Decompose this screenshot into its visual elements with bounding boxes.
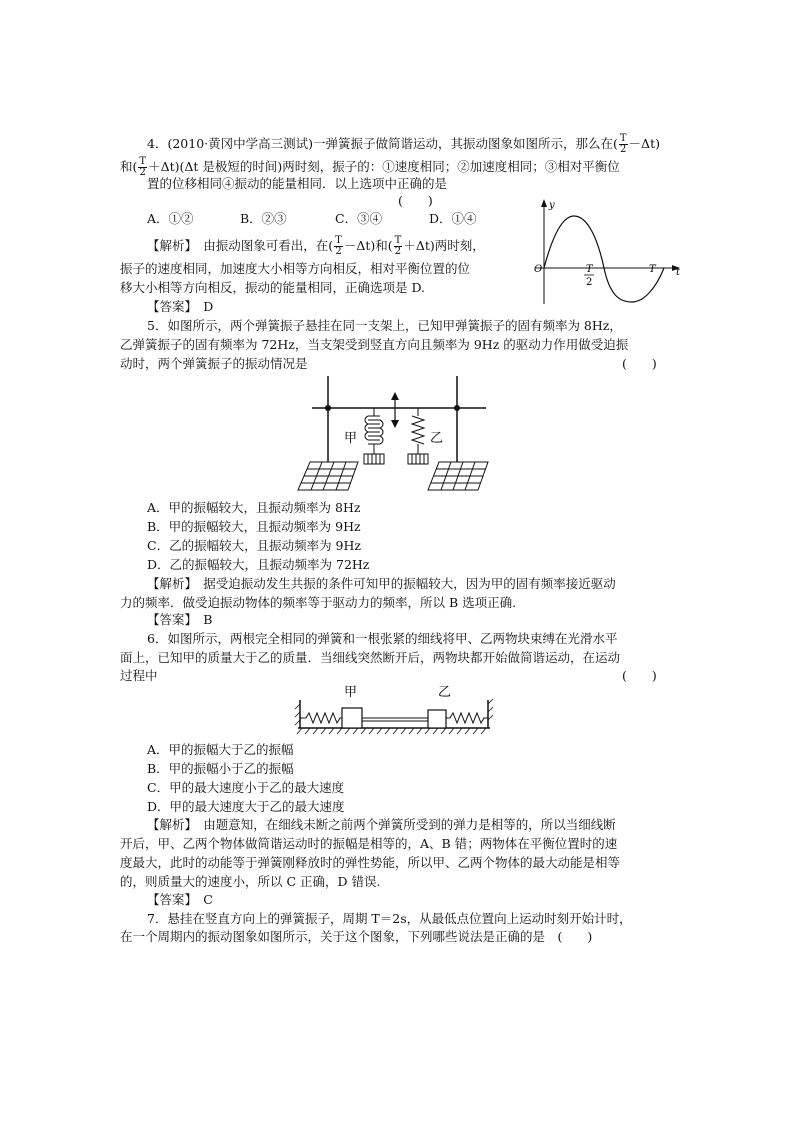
q7-line-2: 在一个周期内的振动图象如图所示，关于这个图象，下列哪些说法是正确的是 ( ) — [120, 929, 593, 944]
analysis-tag: 【解析】 — [147, 238, 191, 253]
fraction-T-over-2: $\frac{T}{2}$ — [335, 235, 342, 257]
q4-analysis-line-3: 移大小相等方向相反，振动的能量相同，正确选项是 D. — [120, 280, 426, 295]
answer-tag: 【答案】 — [147, 612, 191, 627]
q6-spring-blocks-figure — [292, 682, 496, 740]
q5-option-c: C．乙的振幅较大，且振动频率为 9Hz — [147, 538, 361, 553]
label-yi: 乙 — [438, 685, 452, 700]
q4-analysis-line-1: 【解析】 由振动图象可看出，在( $\frac{T}{2}$ －Δt)和( $\frac{T}{2}$ ＋Δt)两时刻， — [147, 235, 485, 257]
y-axis-label: y — [549, 200, 555, 211]
answer-tag: 【答案】 — [147, 299, 191, 314]
q5-spring-oscillators-figure — [296, 372, 496, 496]
t-axis-label: t — [676, 267, 681, 278]
q4-options — [147, 211, 477, 227]
q4-answer-paren: ( ) — [398, 193, 433, 208]
q5-analysis-line-2: 力的频率．做受迫振动物体的频率等于驱动力的频率，所以 B 选项正确. — [120, 595, 517, 610]
q4-line-1: 4．(2010·黄冈中学高三测试)一弹簧振子做简谐运动，其振动图象如图所示，那么在( $\frac{T}{2}$ －Δt) — [147, 133, 660, 155]
q6-option-b: B．甲的振幅小于乙的振幅 — [147, 761, 294, 776]
q6-option-d: D．甲的最大速度大于乙的最大速度 — [147, 799, 345, 814]
q6-analysis-line-1: 【解析】 由题意知，在细线未断之前两个弹簧所受到的弹力是相等的，所以当细线断 — [147, 817, 616, 832]
q6-line-3: 过程中 — [120, 668, 158, 683]
label-jia: 甲 — [344, 685, 358, 700]
fraction-T-over-2: $\frac{T}{2}$ — [139, 156, 147, 178]
q5-line-3: 动时，两个弹簧振子的振动情况是 — [120, 356, 308, 371]
q6-analysis-line-2: 开后，甲、乙两个物体做简谐运动时的振幅是相等的，A、B 错；两物体在平衡位置时的速 — [120, 836, 618, 851]
q4-option-d: D．①④ — [429, 211, 477, 226]
q6-option-c: C．甲的最大速度小于乙的最大速度 — [147, 780, 345, 795]
q7-answer-paren: ( ) — [557, 929, 593, 944]
q5-line-2: 乙弹簧振子的固有频率为 72Hz，当支架受到竖直方向且频率为 9Hz 的驱动力作用做受迫振 — [120, 337, 629, 352]
answer-value: D — [203, 299, 214, 314]
q6-analysis-line-3: 度最大，此时的动能等于弹簧刚释放时的弹性势能，所以甲、乙两个物体的最大动能是相等 — [120, 855, 621, 870]
fraction-T-over-2: $\frac{T}{2}$ — [619, 133, 627, 155]
q4-option-b: B．②③ — [240, 211, 287, 226]
q5-analysis-line-1: 【解析】 据受迫振动发生共振的条件可知甲的振幅较大，因为甲的固有频率接近驱动 — [147, 576, 616, 591]
q5-answer-paren: ( ) — [622, 356, 657, 371]
q7-line-1: 7．悬挂在竖直方向上的弹簧振子，周期 T＝2s，从最低点位置向上运动时刻开始计时， — [147, 911, 632, 926]
q6-answer-paren: ( ) — [622, 668, 657, 683]
q5-option-a: A．甲的振幅较大，且振动频率为 8Hz — [147, 500, 361, 515]
analysis-tag: 【解析】 — [147, 576, 191, 591]
origin-label: O — [534, 264, 543, 275]
q6-line-1: 6．如图所示，两根完全相同的弹簧和一根张紧的细线将甲、乙两物块束缚在光滑水平 — [147, 631, 618, 646]
answer-value: B — [203, 612, 213, 627]
q6-answer — [147, 892, 213, 908]
half-period-numerator: T — [586, 264, 593, 275]
answer-value: C — [203, 892, 213, 907]
answer-tag: 【答案】 — [147, 892, 191, 907]
q4-vibration-graph — [530, 196, 688, 308]
q6-option-a: A．甲的振幅大于乙的振幅 — [147, 742, 294, 757]
q4-option-a: A．①② — [147, 211, 194, 226]
q6-line-2: 面上，已知甲的质量大于乙的质量．当细线突然断开后，两物块都开始做简谐运动，在运动 — [120, 650, 621, 665]
period-label: T — [649, 264, 656, 275]
analysis-tag: 【解析】 — [147, 817, 191, 832]
sine-curve — [544, 216, 664, 302]
label-jia: 甲 — [344, 431, 358, 446]
fraction-T-over-2: $\frac{T}{2}$ — [394, 235, 402, 257]
q5-answer — [147, 612, 212, 628]
q4-line-3: 置的位移相同④振动的能量相同．以上选项中正确的是 — [147, 176, 448, 191]
q4-analysis-line-2: 振子的速度相同，加速度大小相等方向相反，相对平衡位置的位 — [120, 261, 471, 276]
half-period-denominator: 2 — [586, 277, 593, 288]
q5-option-d: D．乙的振幅较大，且振动频率为 72Hz — [147, 557, 370, 572]
label-yi: 乙 — [430, 431, 444, 446]
q6-analysis-line-4: 的，则质量大的速度小，所以 C 正确，D 错误. — [120, 874, 381, 889]
q4-answer — [147, 299, 213, 315]
q5-option-b: B．甲的振幅较大，且振动频率为 9Hz — [147, 519, 361, 534]
q4-option-c: C．③④ — [335, 211, 383, 226]
q5-line-1: 5．如图所示，两个弹簧振子悬挂在同一支架上，已知甲弹簧振子的固有频率为 8Hz， — [147, 318, 622, 333]
q4-line-2: 和( $\frac{T}{2}$ ＋Δt)(Δt 是极短的时间)两时刻，振子的：①速度相同；②加速度相同；③相对平衡位 — [120, 156, 620, 178]
